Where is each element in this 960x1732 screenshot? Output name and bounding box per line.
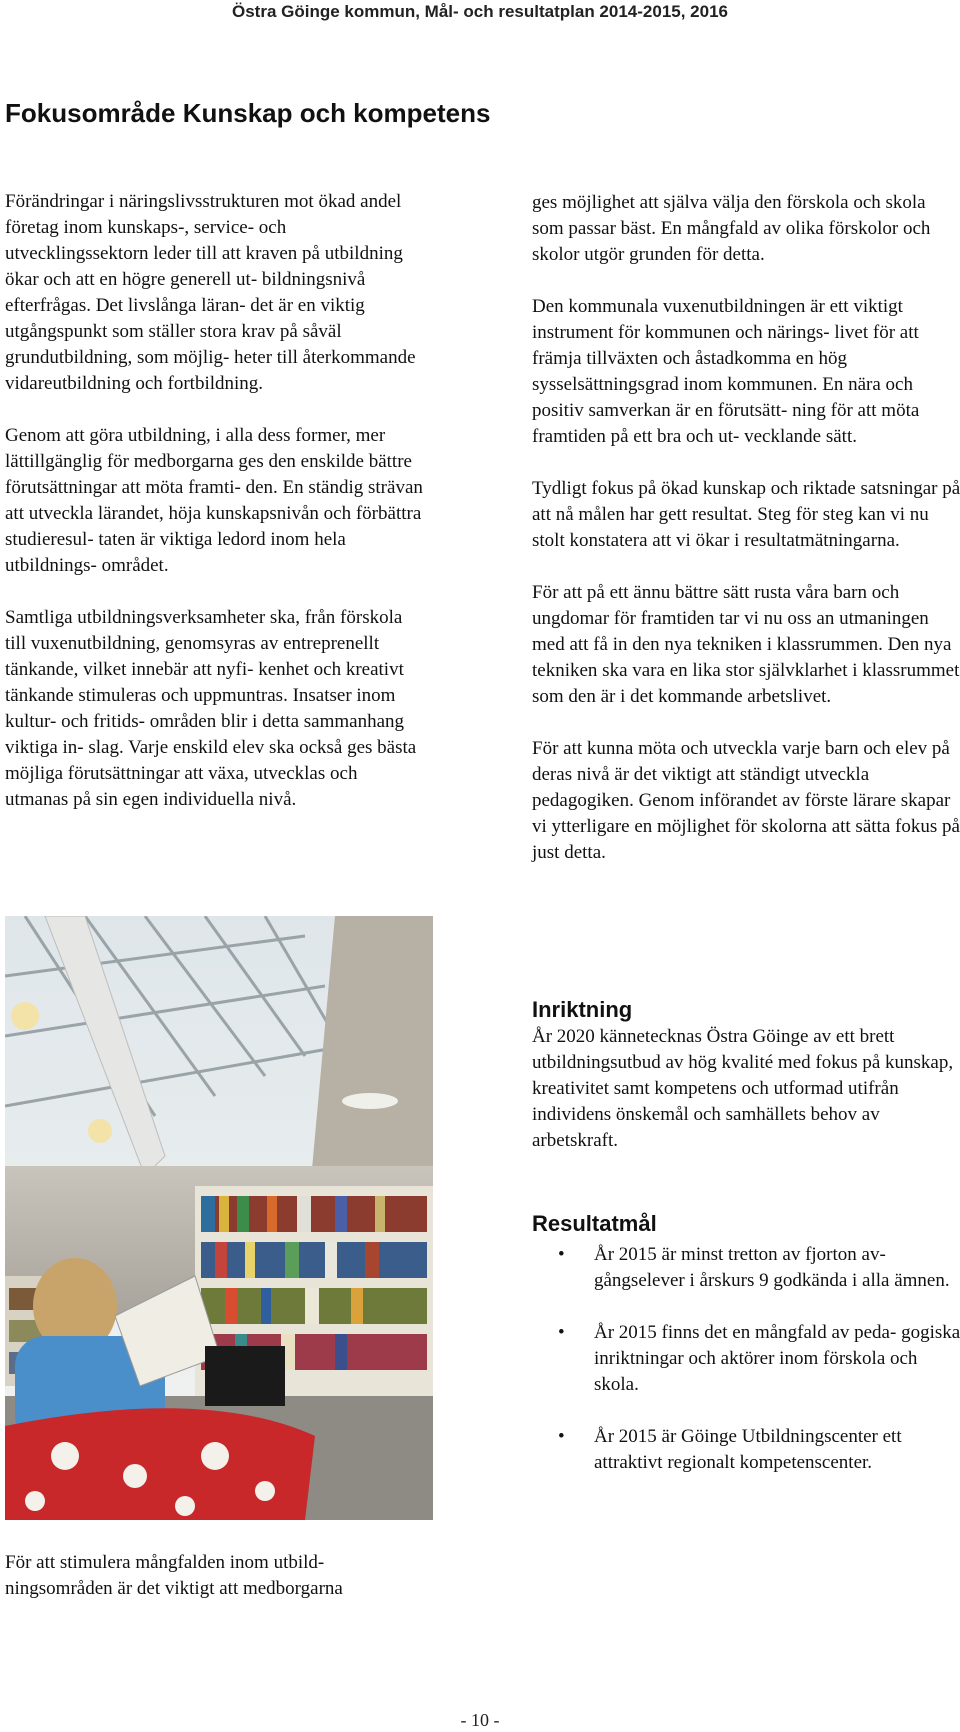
paragraph: ges möjlighet att själva välja den förskola och skola som passar bäst. En mångfald av olika förskolor och skolor utgör grunden för detta. xyxy=(532,192,931,265)
library-photo xyxy=(5,916,433,1520)
paragraph: För att kunna möta och utveckla varje barn och elev på deras nivå är det viktigt att ständigt utveckla pedagogiken. Genom införandet av förste lärare skapar vi ytterligare en möjlighet för skolorna att sätta fokus på just detta. xyxy=(532,738,960,863)
inriktning-section xyxy=(532,996,960,1154)
inriktning-text: År 2020 kännetecknas Östra Göinge av ett brett utbildningsutbud av hög kvalité med fokus på kunskap, kreativitet samt kompetens och utformad utifrån individens önskemål och samhällets behov av arbetskraft. xyxy=(532,1026,954,1151)
paragraph: Den kommunala vuxenutbildningen är ett viktigt instrument för kommunen och närings- livet för att främja tillväxten och åstadkomma en hög sysselsättningsgrad inom kommunen. En nära och positiv samverkan är en förutsätt- ning för att möta framtiden på ett bra och ut- vecklande sätt. xyxy=(532,296,920,447)
resultatmal-section xyxy=(532,1210,960,1502)
resultatmal-heading: Resultatmål xyxy=(532,1211,657,1236)
list-item xyxy=(532,1424,960,1476)
resultatmal-list xyxy=(532,1242,960,1476)
page-title: Fokusområde Kunskap och kompetens xyxy=(5,98,491,128)
list-item xyxy=(532,1320,960,1398)
page-header: Östra Göinge kommun, Mål- och resultatplan 2014-2015, 2016 xyxy=(231,2,728,21)
list-item-text: År 2015 är Göinge Utbildningscenter ett attraktivt regionalt kompetenscenter. xyxy=(594,1426,902,1473)
list-item-text: År 2015 är minst tretton av fjorton av- gångselever i årskurs 9 godkända i alla ämnen. xyxy=(594,1244,950,1291)
paragraph: Samtliga utbildningsverksamheter ska, från förskola till vuxenutbildning, genomsyras av entreprenellt tänkande, vilket innebär att nyfi- kenhet och kreativt tänkande stimuleras och uppmuntras. Insatser inom kultur- och fritids- områden blir i detta sammanhang viktiga in- slag. Varje enskild elev ska också ges bästa möjliga förutsättningar att växa, utvecklas och utmanas på sin egen individuella nivå. xyxy=(5,607,417,810)
left-column xyxy=(5,189,425,839)
paragraph: Tydligt fokus på ökad kunskap och riktade satsningar på att nå målen har gett resultat. Steg för steg kan vi nu stolt konstatera att vi ökar i resultatmätningarna. xyxy=(532,478,960,551)
paragraph: För att på ett ännu bättre sätt rusta våra barn och ungdomar för framtiden tar vi nu oss an utmaningen med att få in den nya tekniken i klassrummen. Den nya tekniken ska vara en lika stor självklarhet i klassrummet som den är i det kommande arbetslivet. xyxy=(532,582,960,707)
paragraph: Genom att göra utbildning, i alla dess former, mer lättillgänglig för medborgarna ges den enskilde bättre förutsättningar att möta framti- den. En ständig strävan att utveckla lärandet, höja kunskapsnivån och förbättra studieresul- taten är viktiga ledord inom hela utbildnings- området. xyxy=(5,425,423,576)
page-number: - 10 - xyxy=(460,1710,500,1730)
list-item-text: År 2015 finns det en mångfald av peda- gogiska inriktningar och aktörer inom förskola och skola. xyxy=(594,1322,960,1395)
list-item xyxy=(532,1242,960,1294)
bullet-icon: • xyxy=(558,1426,565,1447)
right-column xyxy=(532,190,960,892)
inriktning-heading: Inriktning xyxy=(532,997,633,1022)
paragraph: Förändringar i näringslivsstrukturen mot ökad andel företag inom kunskaps-, service- och utvecklingssektorn leder till att kraven på utbildning ökar och att en högre generell ut- bildningsnivå efterfrågas. Det livslånga läran- det är en viktig utgångspunkt som ställer stora krav på såväl grundutbildning, som möjlig- heter till återkommande vidareutbildning och fortbildning. xyxy=(5,191,416,394)
bullet-icon: • xyxy=(558,1244,565,1265)
bullet-icon: • xyxy=(558,1322,565,1343)
bottom-paragraph: För att stimulera mångfalden inom utbild- ningsområden är det viktigt att medborgarna xyxy=(5,1552,343,1599)
